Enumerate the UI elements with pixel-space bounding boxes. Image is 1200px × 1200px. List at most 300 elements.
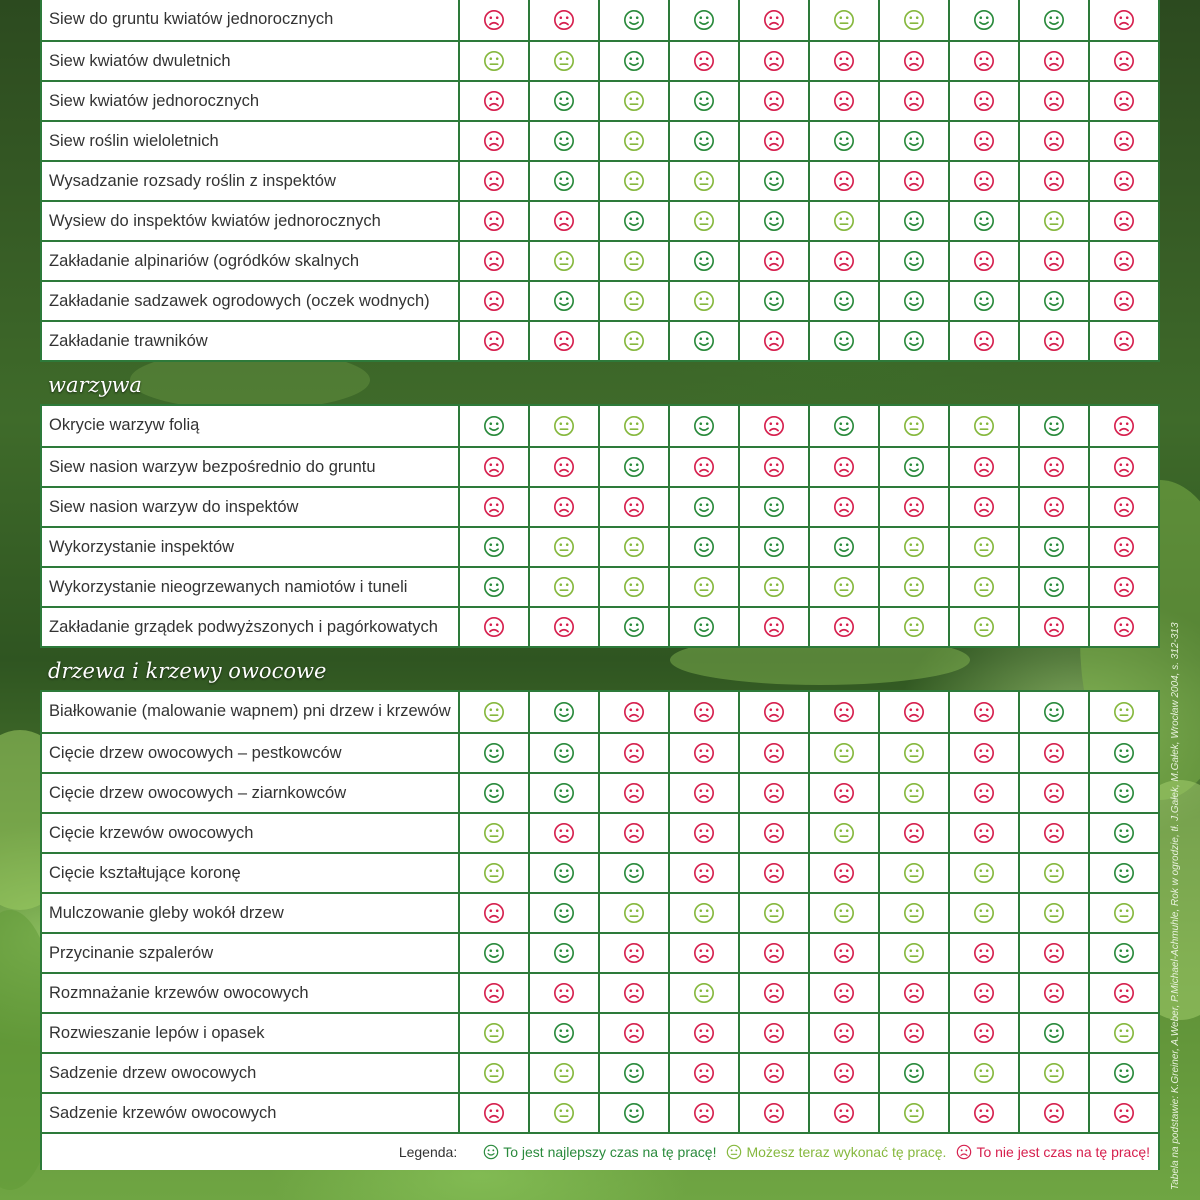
frown-icon [623,982,645,1004]
month-cell [670,1094,740,1132]
month-cell [880,1014,950,1052]
frown-icon [973,1022,995,1044]
month-cell [810,1014,880,1052]
frown-icon [483,250,505,272]
smile-icon [553,902,575,924]
frown-icon [1113,415,1135,437]
month-cell [880,0,950,40]
month-cell [530,894,600,932]
frown-icon [1113,576,1135,598]
smile-icon [833,536,855,558]
month-cell [950,406,1020,446]
month-cell [880,568,950,606]
month-cell [1090,814,1158,852]
smile-icon [693,496,715,518]
table-row [42,40,1158,80]
month-cell [740,692,810,732]
table-row [42,160,1158,200]
task-label: Wysadzanie rozsady roślin z inspektów [42,162,460,200]
month-cell [950,1014,1020,1052]
month-cell [530,82,600,120]
neutral-face-icon [903,1102,925,1124]
frown-icon [763,9,785,31]
month-cell [740,488,810,526]
neutral-face-icon [833,210,855,232]
month-cell [950,894,1020,932]
table-row [42,772,1158,812]
table-row [42,120,1158,160]
month-cell [810,282,880,320]
frown-icon [763,982,785,1004]
month-cell [1090,242,1158,280]
month-cell [810,608,880,646]
month-cell [460,854,530,892]
month-cell [950,448,1020,486]
neutral-face-icon [623,330,645,352]
month-cell [530,774,600,812]
neutral-face-icon [903,782,925,804]
neutral-face-icon [1113,701,1135,723]
month-cell [530,692,600,732]
month-cell [1090,774,1158,812]
task-label: Siew nasion warzyw do inspektów [42,488,460,526]
smile-icon [1043,290,1065,312]
frown-icon [553,822,575,844]
month-cell [950,734,1020,772]
frown-icon [693,50,715,72]
frown-icon [1113,616,1135,638]
month-cell [670,774,740,812]
month-cell [460,406,530,446]
month-cell [810,774,880,812]
month-cell [600,0,670,40]
smile-icon [553,170,575,192]
month-cell [670,528,740,566]
neutral-face-icon [553,415,575,437]
month-cell [1020,122,1090,160]
month-cell [880,528,950,566]
neutral-face-icon [623,576,645,598]
neutral-face-icon [623,130,645,152]
neutral-face-icon [623,536,645,558]
month-cell [670,568,740,606]
smile-icon [553,130,575,152]
task-label: Wykorzystanie nieogrzewanych namiotów i tuneli [42,568,460,606]
task-label: Siew kwiatów dwuletnich [42,42,460,80]
neutral-face-icon [623,250,645,272]
frown-icon [1043,456,1065,478]
month-cell [670,162,740,200]
month-cell [810,894,880,932]
month-cell [1020,0,1090,40]
section-title: warzywa [48,373,142,397]
table-row [42,446,1158,486]
table-row [42,280,1158,320]
table-row [42,732,1158,772]
month-cell [880,448,950,486]
neutral-face-icon [1043,862,1065,884]
task-label: Rozmnażanie krzewów owocowych [42,974,460,1012]
month-cell [740,734,810,772]
month-cell [810,1094,880,1132]
smile-icon [693,130,715,152]
frown-icon [903,822,925,844]
frown-icon [973,942,995,964]
task-label: Zakładanie alpinariów (ogródków skalnych [42,242,460,280]
frown-icon [483,902,505,924]
neutral-face-icon [1043,210,1065,232]
task-label: Siew roślin wieloletnich [42,122,460,160]
month-cell [600,82,670,120]
neutral-face-icon [483,822,505,844]
frown-icon [973,742,995,764]
month-cell [600,774,670,812]
smile-icon [903,130,925,152]
frown-icon [1113,170,1135,192]
legend-text: To jest najlepszy czas na tę pracę! [503,1144,717,1160]
month-cell [950,774,1020,812]
month-cell [880,774,950,812]
month-cell [460,448,530,486]
month-cell [950,282,1020,320]
frown-icon [1113,130,1135,152]
month-cell [1020,1054,1090,1092]
frown-icon [693,782,715,804]
month-cell [670,282,740,320]
task-label: Siew nasion warzyw bezpośrednio do gruntu [42,448,460,486]
task-label: Zakładanie grządek podwyższonych i pagórkowatych [42,608,460,646]
smile-icon [553,290,575,312]
month-cell [530,974,600,1012]
month-cell [950,1094,1020,1132]
month-cell [950,854,1020,892]
frown-icon [973,50,995,72]
month-cell [530,608,600,646]
month-cell [950,122,1020,160]
frown-icon [483,290,505,312]
smile-icon [1113,862,1135,884]
month-cell [530,202,600,240]
neutral-face-icon [903,742,925,764]
smile-icon [623,1062,645,1084]
month-cell [740,82,810,120]
frown-icon [833,456,855,478]
frown-icon [483,130,505,152]
month-cell [740,242,810,280]
smile-icon [1113,742,1135,764]
legend-text: To nie jest czas na tę pracę! [976,1144,1150,1160]
frown-icon [763,50,785,72]
month-cell [600,406,670,446]
frown-icon [623,701,645,723]
month-cell [950,42,1020,80]
month-cell [1020,894,1090,932]
month-cell [460,82,530,120]
frown-icon [693,942,715,964]
frown-icon [973,170,995,192]
month-cell [880,162,950,200]
month-cell [950,322,1020,360]
month-cell [880,202,950,240]
month-cell [530,242,600,280]
month-cell [1090,1014,1158,1052]
month-cell [740,568,810,606]
frown-icon [1043,942,1065,964]
month-cell [810,322,880,360]
frown-icon [833,496,855,518]
neutral-face-icon [693,902,715,924]
month-cell [1020,774,1090,812]
month-cell [460,774,530,812]
month-cell [600,934,670,972]
month-cell [460,0,530,40]
month-cell [600,1054,670,1092]
neutral-face-icon [833,9,855,31]
task-label: Rozwieszanie lepów i opasek [42,1014,460,1052]
frown-icon [483,9,505,31]
frown-icon [833,782,855,804]
task-label: Zakładanie trawników [42,322,460,360]
neutral-face-icon [623,290,645,312]
smile-icon [693,536,715,558]
table-row [42,1092,1158,1132]
month-cell [670,202,740,240]
neutral-face-icon [693,982,715,1004]
smile-icon [1043,701,1065,723]
frown-icon [763,742,785,764]
neutral-face-icon [973,415,995,437]
frown-icon [623,782,645,804]
smile-icon [763,536,785,558]
month-cell [530,282,600,320]
month-cell [810,242,880,280]
month-cell [460,814,530,852]
month-cell [950,242,1020,280]
neutral-face-icon [1043,902,1065,924]
month-cell [1090,162,1158,200]
task-label: Cięcie drzew owocowych – ziarnkowców [42,774,460,812]
month-cell [880,1094,950,1132]
neutral-face-icon [973,576,995,598]
neutral-face-icon [623,90,645,112]
frown-icon [693,456,715,478]
neutral-face-icon [833,902,855,924]
month-cell [1090,608,1158,646]
smile-icon [833,290,855,312]
frown-icon [1043,782,1065,804]
task-label: Sadzenie drzew owocowych [42,1054,460,1092]
section-table [40,690,1160,1134]
table-row [42,812,1158,852]
month-cell [1020,282,1090,320]
month-cell [880,608,950,646]
neutral-face-icon [903,902,925,924]
month-cell [950,934,1020,972]
neutral-face-icon [763,902,785,924]
frown-icon [763,330,785,352]
task-label: Przycinanie szpalerów [42,934,460,972]
frown-icon [693,742,715,764]
frown-icon [763,782,785,804]
task-label: Wysiew do inspektów kwiatów jednorocznych [42,202,460,240]
frown-icon [763,942,785,964]
frown-icon [1043,822,1065,844]
month-cell [670,406,740,446]
task-label: Okrycie warzyw folią [42,406,460,446]
frown-icon [1113,250,1135,272]
table-row [42,526,1158,566]
month-cell [530,0,600,40]
month-cell [460,1014,530,1052]
month-cell [740,448,810,486]
neutral-face-icon [483,701,505,723]
month-cell [600,1014,670,1052]
frown-icon [553,9,575,31]
smile-icon [553,742,575,764]
table-row [42,932,1158,972]
neutral-face-icon [693,576,715,598]
month-cell [810,854,880,892]
month-cell [810,528,880,566]
table-row [42,240,1158,280]
month-cell [1020,406,1090,446]
month-cell [1020,242,1090,280]
month-cell [1020,1094,1090,1132]
legend [40,1134,1160,1170]
frown-icon [763,250,785,272]
month-cell [460,1094,530,1132]
smile-icon [483,1144,499,1160]
month-cell [600,242,670,280]
task-label: Cięcie drzew owocowych – pestkowców [42,734,460,772]
frown-icon [1043,742,1065,764]
month-cell [740,774,810,812]
frown-icon [483,210,505,232]
month-cell [1090,406,1158,446]
task-label: Cięcie krzewów owocowych [42,814,460,852]
neutral-face-icon [483,50,505,72]
smile-icon [763,290,785,312]
month-cell [1090,282,1158,320]
task-label: Siew do gruntu kwiatów jednorocznych [42,0,460,40]
month-cell [880,934,950,972]
frown-icon [1113,1102,1135,1124]
frown-icon [483,456,505,478]
frown-icon [973,822,995,844]
month-cell [880,282,950,320]
frown-icon [973,782,995,804]
month-cell [1020,692,1090,732]
task-label: Sadzenie krzewów owocowych [42,1094,460,1132]
frown-icon [1043,982,1065,1004]
month-cell [460,528,530,566]
smile-icon [833,330,855,352]
frown-icon [623,1022,645,1044]
smile-icon [623,456,645,478]
frown-icon [763,1102,785,1124]
month-cell [670,608,740,646]
neutral-face-icon [693,290,715,312]
month-cell [1020,934,1090,972]
month-cell [670,1014,740,1052]
frown-icon [1043,170,1065,192]
month-cell [950,202,1020,240]
month-cell [740,1054,810,1092]
month-cell [670,322,740,360]
frown-icon [973,496,995,518]
frown-icon [693,701,715,723]
frown-icon [1113,536,1135,558]
smile-icon [903,456,925,478]
frown-icon [903,982,925,1004]
table-row [42,320,1158,360]
neutral-face-icon [483,862,505,884]
smile-icon [693,330,715,352]
legend-item-ok [726,1144,946,1160]
month-cell [530,448,600,486]
month-cell [740,608,810,646]
month-cell [530,1094,600,1132]
month-cell [880,406,950,446]
month-cell [600,488,670,526]
smile-icon [903,330,925,352]
month-cell [530,934,600,972]
month-cell [880,82,950,120]
month-cell [460,322,530,360]
frown-icon [553,982,575,1004]
frown-icon [1043,130,1065,152]
month-cell [810,0,880,40]
month-cell [600,1094,670,1132]
legend-text: Możesz teraz wykonać tę pracę. [746,1144,947,1160]
month-cell [530,1014,600,1052]
month-cell [1020,162,1090,200]
smile-icon [973,210,995,232]
frown-icon [973,982,995,1004]
month-cell [740,162,810,200]
month-cell [810,814,880,852]
month-cell [600,814,670,852]
smile-icon [973,290,995,312]
month-cell [1090,322,1158,360]
month-cell [600,162,670,200]
task-label: Białkowanie (malowanie wapnem) pni drzew i krzewów [42,692,460,732]
month-cell [1020,322,1090,360]
month-cell [530,162,600,200]
month-cell [460,242,530,280]
month-cell [1090,42,1158,80]
month-cell [950,692,1020,732]
smile-icon [553,862,575,884]
neutral-face-icon [833,576,855,598]
smile-icon [623,1102,645,1124]
neutral-face-icon [693,210,715,232]
frown-icon [1113,50,1135,72]
frown-icon [1043,50,1065,72]
frown-icon [1113,9,1135,31]
frown-icon [903,170,925,192]
smile-icon [693,250,715,272]
neutral-face-icon [693,170,715,192]
month-cell [1090,854,1158,892]
month-cell [1020,734,1090,772]
month-cell [740,0,810,40]
smile-icon [483,782,505,804]
neutral-face-icon [903,9,925,31]
frown-icon [1113,330,1135,352]
table-row [42,200,1158,240]
smile-icon [553,942,575,964]
